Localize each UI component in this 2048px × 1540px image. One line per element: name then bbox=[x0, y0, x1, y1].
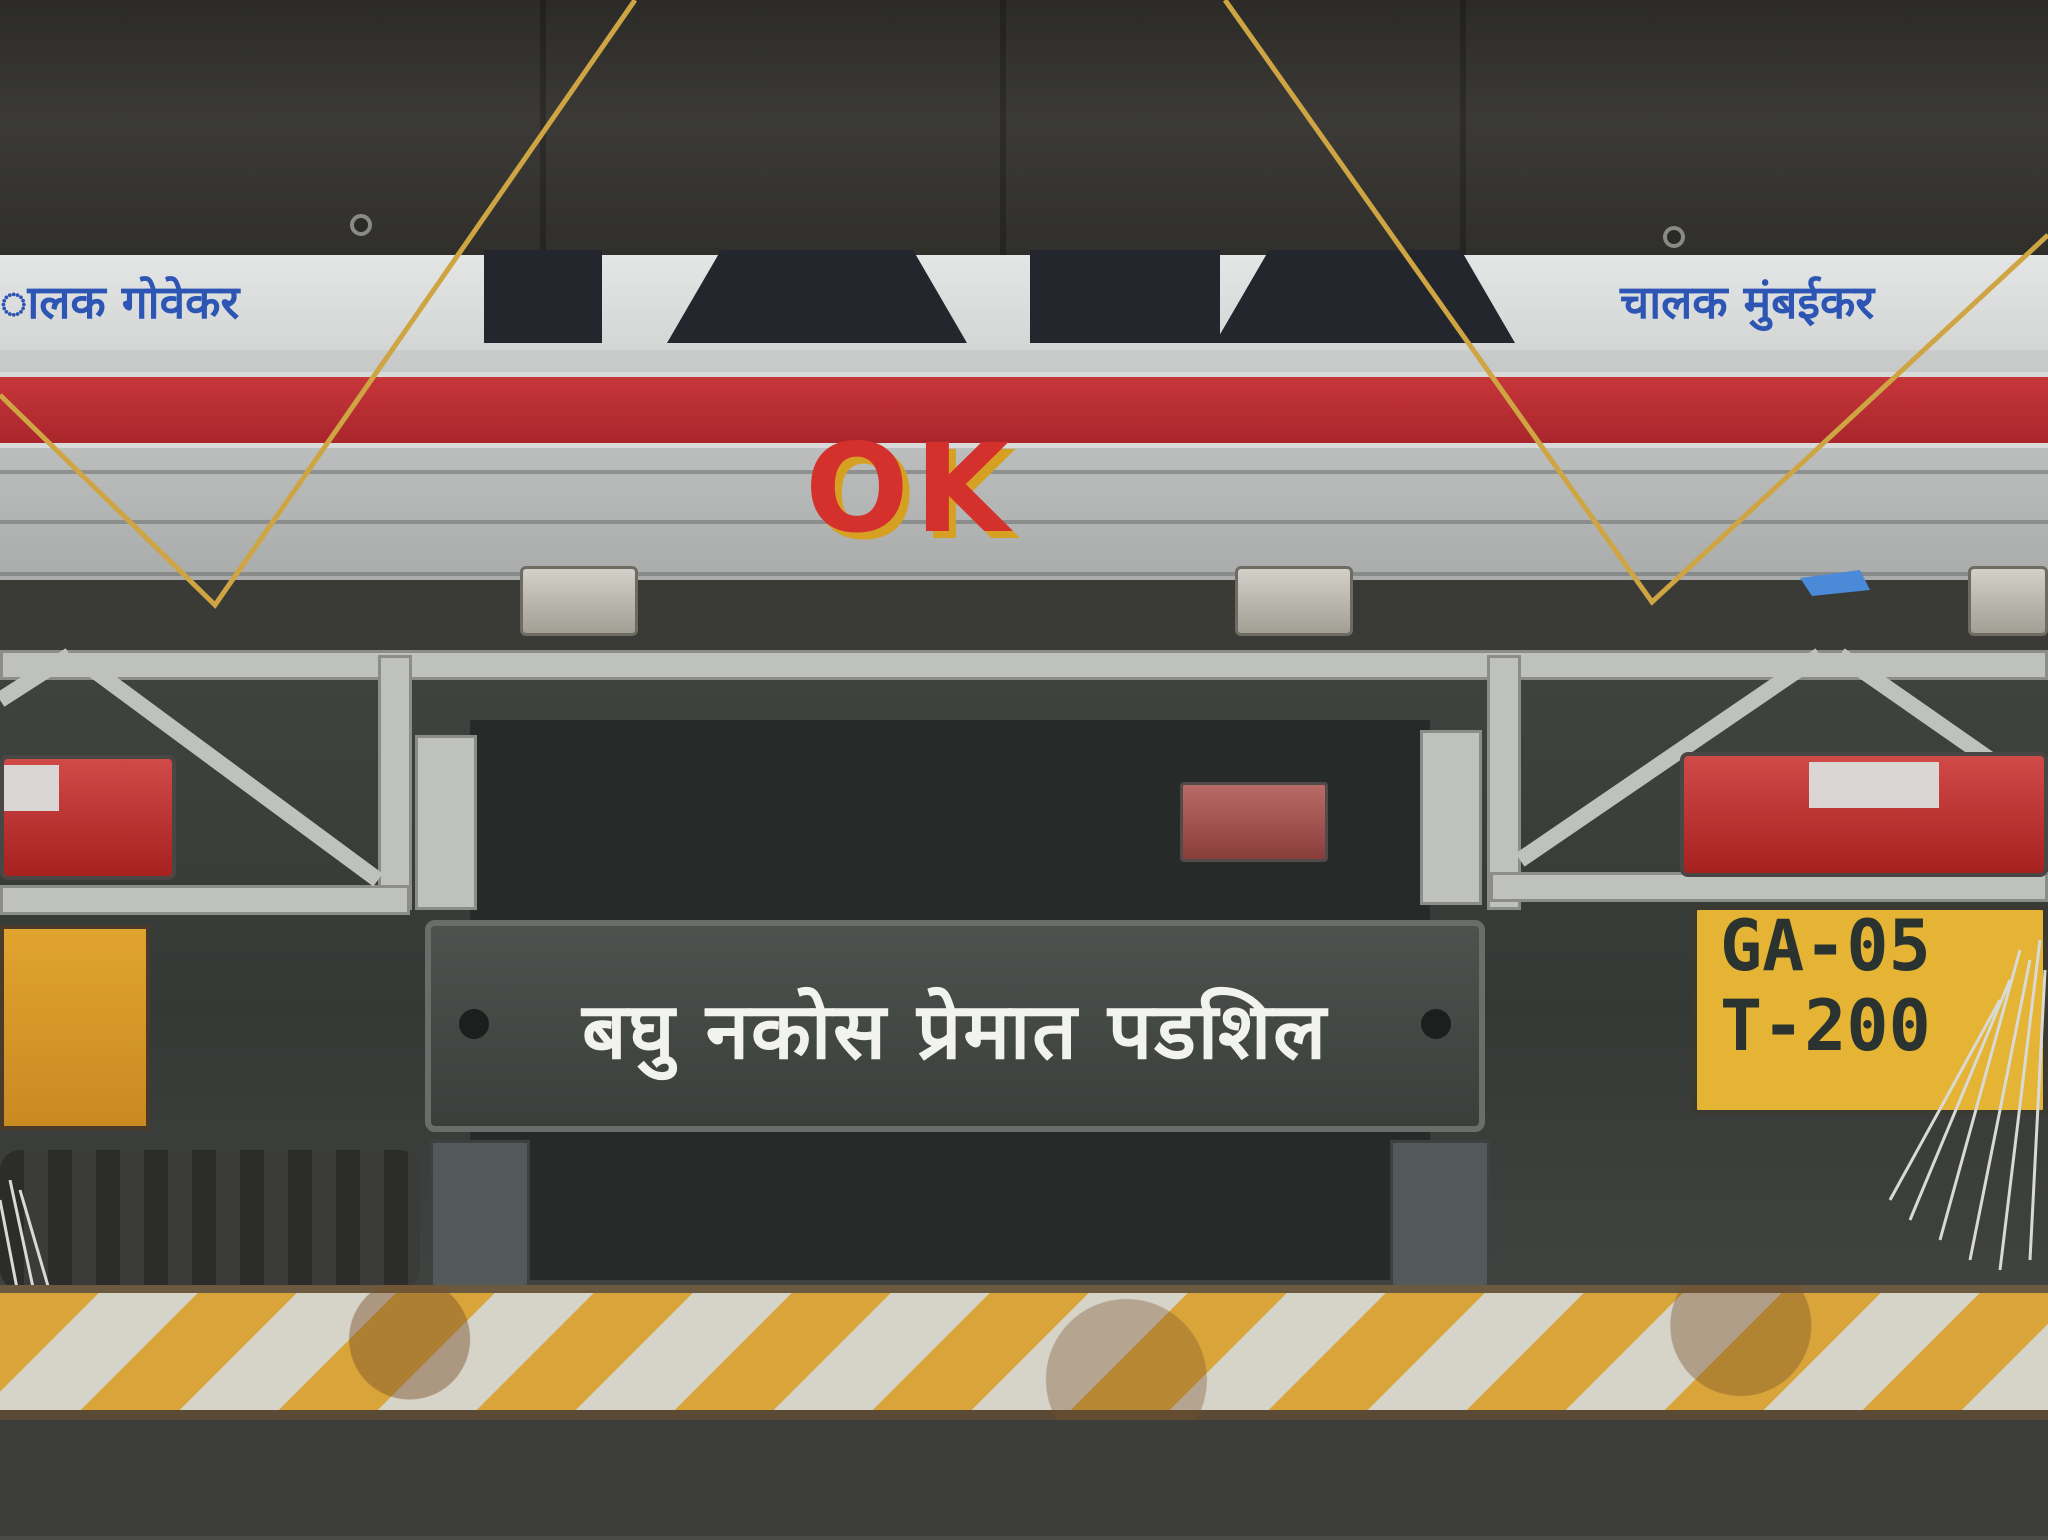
tail-light-clear-lens bbox=[4, 765, 59, 811]
rope bbox=[1225, 0, 2048, 602]
left-sticker bbox=[0, 925, 150, 1130]
center-reflector-lamp bbox=[1180, 782, 1328, 862]
bumper-rust bbox=[0, 1285, 2048, 1420]
rope bbox=[0, 0, 635, 605]
number-plate-line-2: T-200 bbox=[1720, 985, 1931, 1067]
plate-support-post bbox=[430, 1140, 530, 1300]
left-tail-light bbox=[0, 755, 176, 880]
right-tassel bbox=[1880, 940, 2048, 1280]
road-ground bbox=[0, 1420, 2048, 1536]
right-driver-label: चालक मुंबईकर bbox=[1620, 275, 1875, 329]
tyre bbox=[0, 1150, 420, 1290]
ok-logo: OK bbox=[805, 418, 1016, 560]
tail-light-clear-lens bbox=[1809, 762, 1939, 808]
number-plate-line-1: GA-05 bbox=[1720, 905, 1931, 987]
right-tail-light bbox=[1680, 752, 2048, 877]
brace bbox=[0, 655, 70, 700]
slogan-text: बघु नकोस प्रेमात पडशिल bbox=[581, 987, 1329, 1077]
plate-support-post bbox=[1390, 1140, 1490, 1300]
left-driver-label: ालक गोवेकर bbox=[0, 275, 240, 329]
blue-tag bbox=[1800, 570, 1870, 596]
